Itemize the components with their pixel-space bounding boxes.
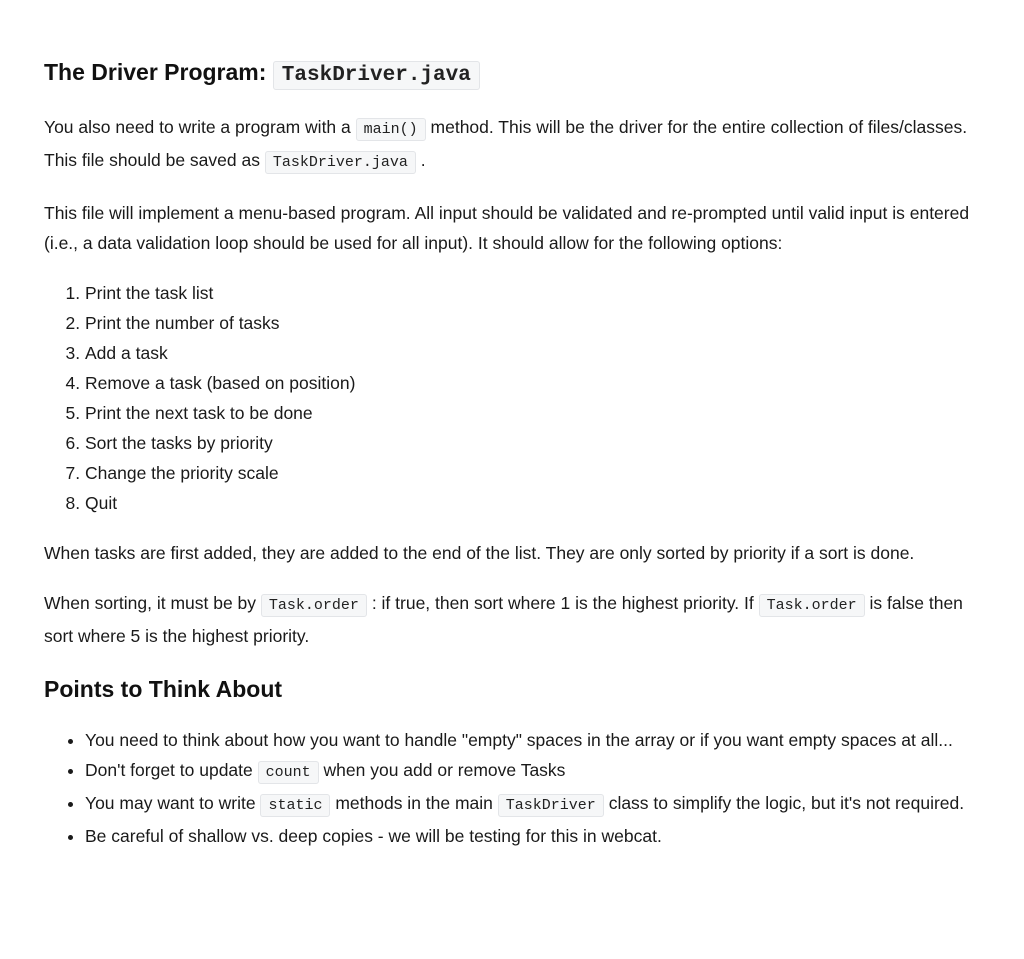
- menu-options-list: [44, 278, 980, 518]
- text-span: You also need to write a program with a: [44, 117, 351, 137]
- driver-program-heading: [44, 54, 980, 94]
- main-method-code: main(): [356, 118, 426, 141]
- text-span: methods in the main: [335, 793, 493, 813]
- taskdriver-filename-code: TaskDriver.java: [265, 151, 416, 174]
- text-span: When sorting, it must be by: [44, 593, 257, 613]
- task-order-code: Task.order: [261, 594, 367, 617]
- sorting-paragraph: [44, 588, 980, 651]
- heading-text: The Driver Program:: [44, 59, 267, 85]
- menu-option: 3. Add a task: [85, 338, 980, 368]
- static-code: static: [260, 794, 330, 817]
- point-item: [85, 788, 980, 821]
- menu-option: 7. Change the priority scale: [85, 458, 980, 488]
- text-span: class to simplify the logic, but it's not required.: [608, 793, 965, 813]
- point-item: [85, 755, 980, 788]
- text-span: is false then sort where 5 is the highest priority.: [44, 593, 963, 646]
- menu-option: 2. Print the number of tasks: [85, 308, 980, 338]
- text-span: : if true, then sort where 1 is the highest priority. If: [371, 593, 754, 613]
- menu-option: 5. Print the next task to be done: [85, 398, 980, 428]
- menu-option: 8. Quit: [85, 488, 980, 518]
- task-order-code: Task.order: [759, 594, 865, 617]
- count-code: count: [258, 761, 319, 784]
- intro-paragraph: [44, 112, 980, 178]
- text-span: .: [420, 150, 426, 170]
- points-list: [44, 725, 980, 851]
- menu-description-paragraph: This file will implement a menu-based program. All input should be validated and re-prompted until valid input is entered (i.e., a data validation loop should be used for all input). It should allow for the following options:: [44, 203, 970, 253]
- adding-tasks-paragraph: When tasks are first added, they are added to the end of the list. They are only sorted by priority if a sort is done.: [44, 543, 915, 563]
- menu-option: 6. Sort the tasks by priority: [85, 428, 980, 458]
- text-span: Don't forget to update: [85, 760, 253, 780]
- points-heading: Points to Think About: [44, 676, 283, 702]
- point-item: • You need to think about how you want to handle "empty" spaces in the array or if you want empty spaces at all...: [85, 725, 980, 755]
- text-span: method. This will be the driver for the entire collection of files/classes. This file should be saved as: [44, 117, 968, 170]
- text-span: when you add or remove Tasks: [323, 760, 566, 780]
- point-item: • Be careful of shallow vs. deep copies - we will be testing for this in webcat.: [85, 821, 980, 851]
- taskdriver-class-code: TaskDriver: [498, 794, 604, 817]
- text-span: You may want to write: [85, 793, 256, 813]
- menu-option: 4. Remove a task (based on position): [85, 368, 980, 398]
- heading-filename-code: TaskDriver.java: [273, 61, 480, 90]
- menu-option: 1. Print the task list: [85, 278, 980, 308]
